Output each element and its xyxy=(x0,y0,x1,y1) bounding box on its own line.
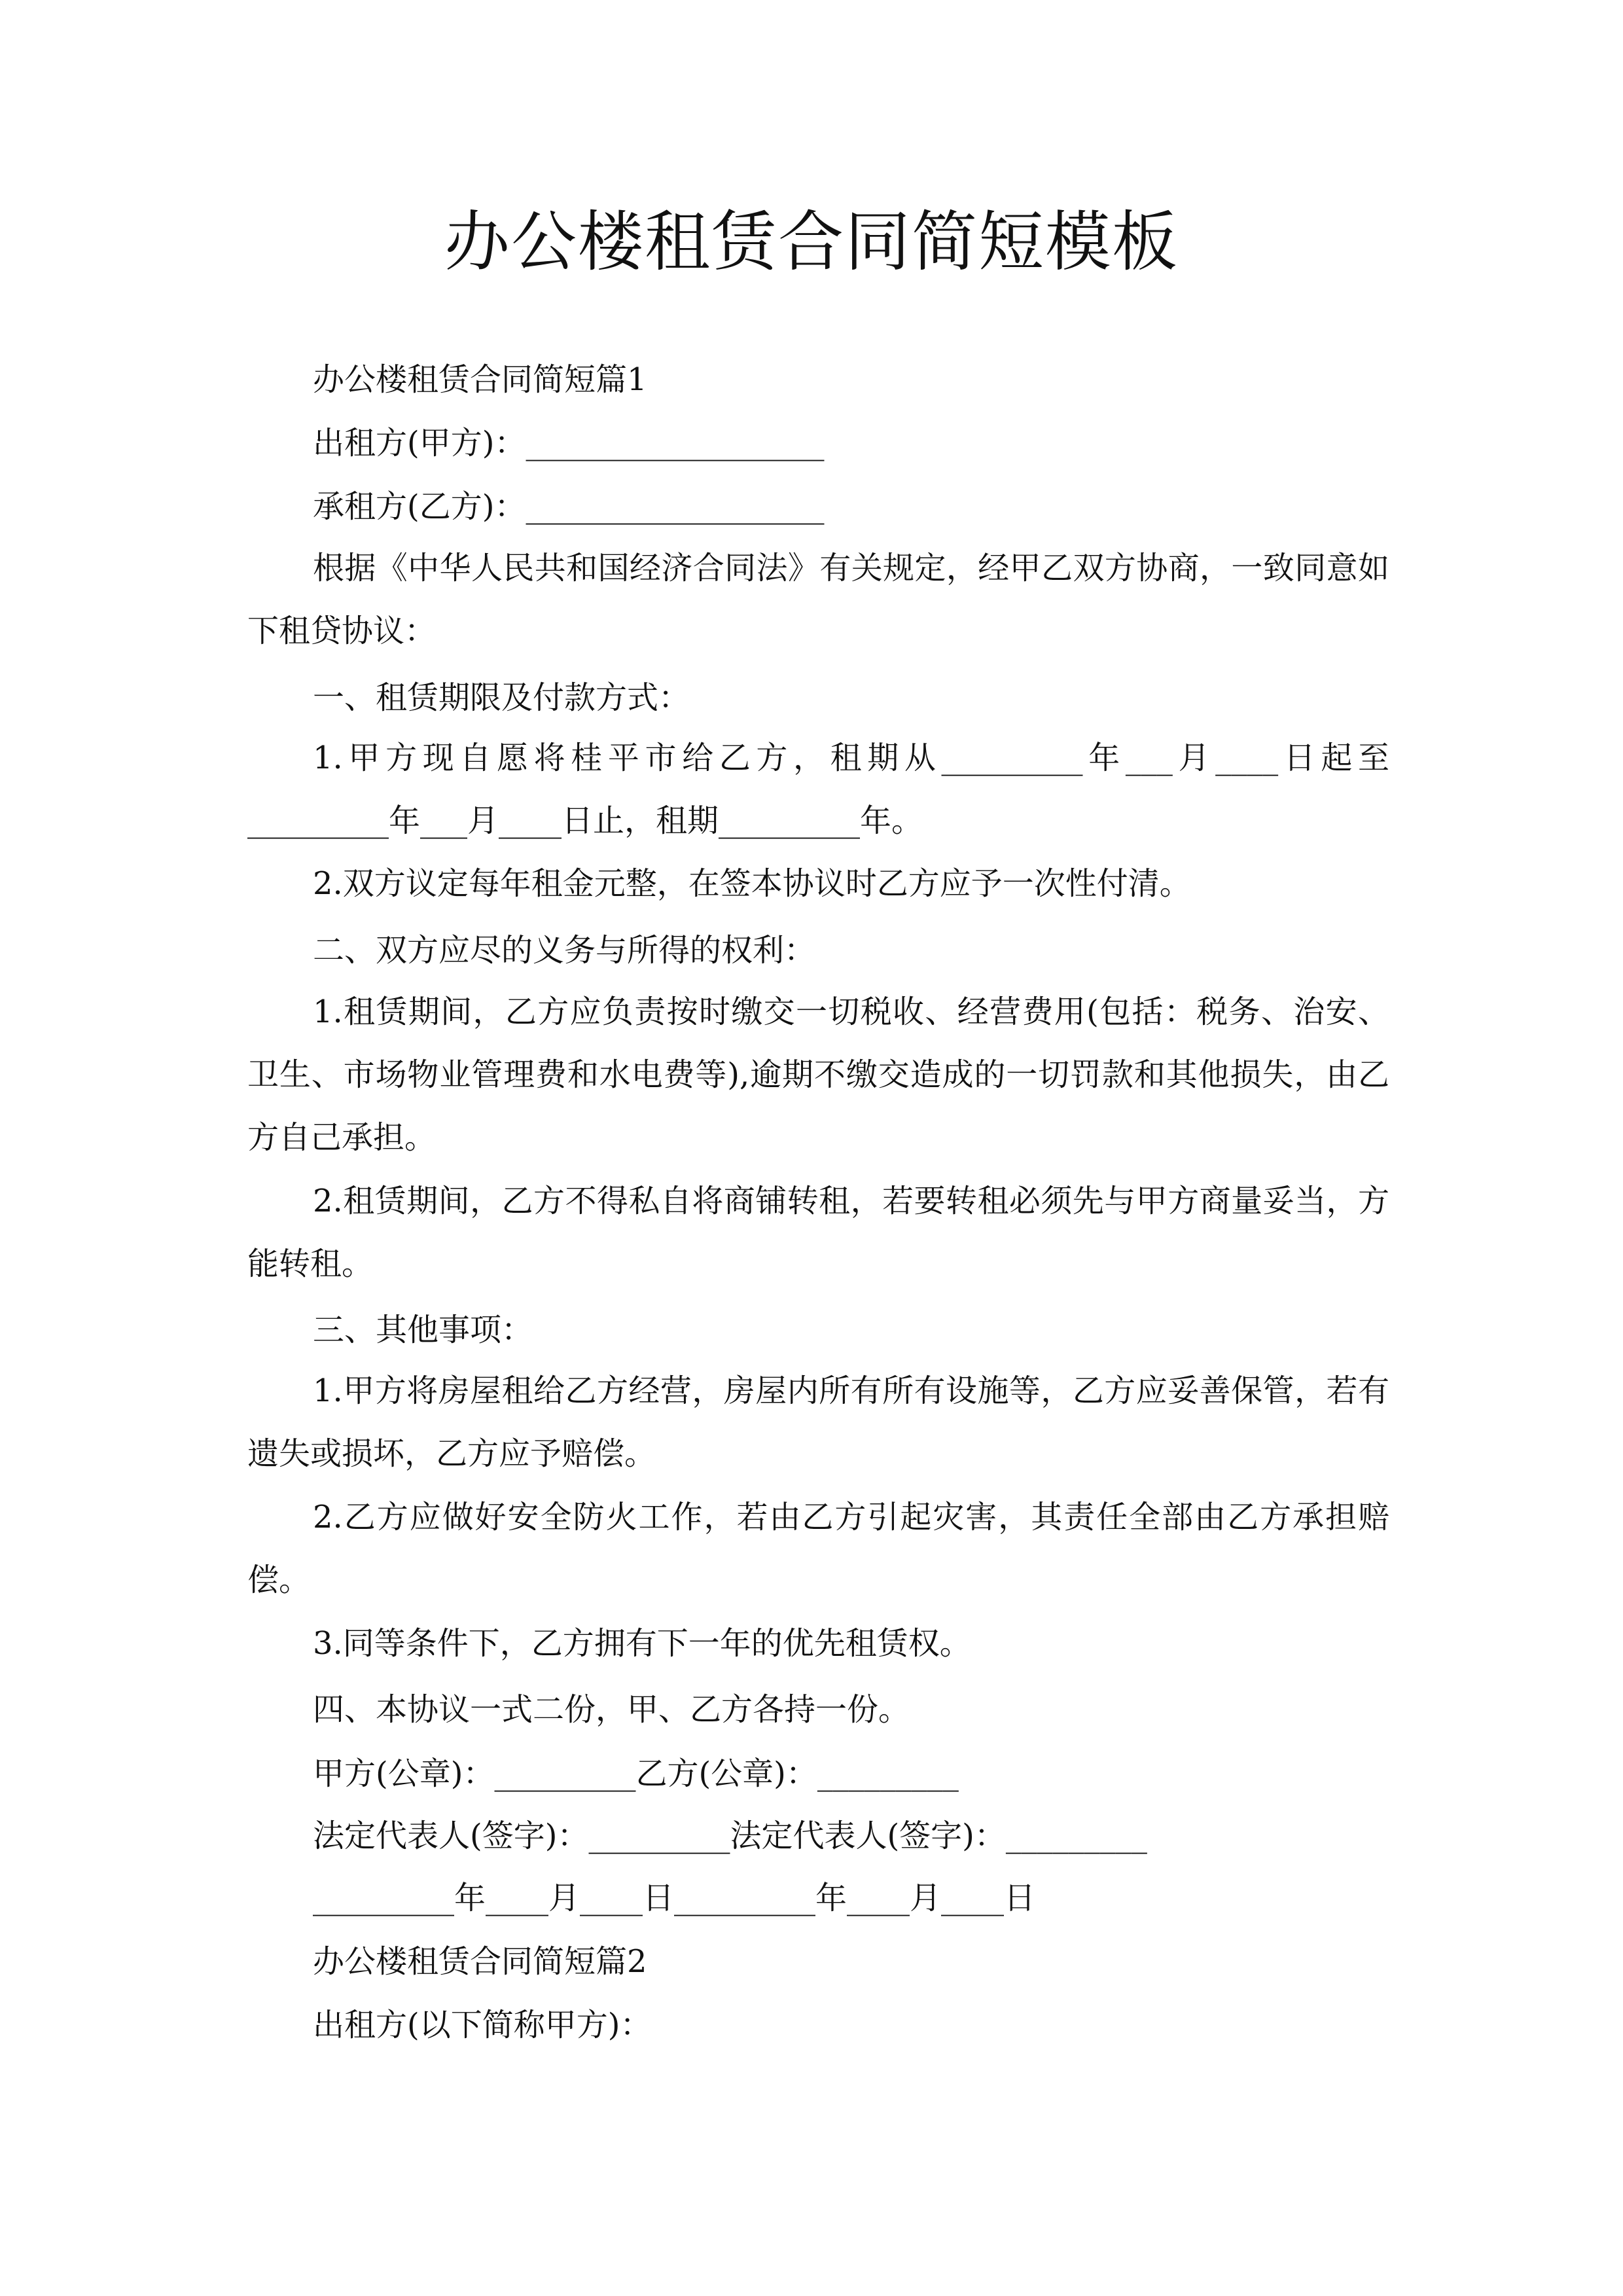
clause-heading-1: 一、租赁期限及付款方式： xyxy=(313,679,690,716)
clause-3-item-2: 2.乙方应做好安全防火工作，若由乙方引起灾害，其责任全部由乙方承担赔偿。 xyxy=(247,1499,1389,1598)
clause-3-item-1: 1.甲方将房屋租给乙方经营，房屋内所有所有设施等，乙方应妥善保管，若有遗失或损坏，乙方应予赔偿。 xyxy=(247,1372,1389,1472)
signature-line: 法定代表人(签字)：_________法定代表人(签字)：_________ xyxy=(313,1818,1147,1854)
clause-3-item-3: 3.同等条件下，乙方拥有下一年的优先租赁权。 xyxy=(313,1625,971,1662)
clause-heading-2: 二、双方应尽的义务与所得的权利： xyxy=(313,932,816,969)
section-heading-2: 办公楼租赁合同简短篇2 xyxy=(313,1943,647,1980)
clause-1-item-2: 2.双方议定每年租金元整，在签本协议时乙方应予一次性付清。 xyxy=(313,865,1191,902)
date-line: _________年____月____日_________年____月____日 xyxy=(313,1880,1036,1916)
lessor-line: 出租方(甲方)：___________________ xyxy=(313,425,825,461)
document-title: 办公楼租赁合同简短模板 xyxy=(444,204,1179,280)
clause-2-item-1: 1.租赁期间，乙方应负责按时缴交一切税收、经营费用(包括：税务、治安、卫生、市场物业管理费和水电费等),逾期不缴交造成的一切罚款和其他损失，由乙方自己承担。 xyxy=(247,994,1389,1156)
clause-1-item-1: 1.甲方现自愿将桂平市给乙方，租期从_________年___月____日起至_________年___月____日止，租期_________年。 xyxy=(247,740,1389,839)
preamble-paragraph: 根据《中华人民共和国经济合同法》有关规定，经甲乙双方协商，一致同意如下租贷协议： xyxy=(247,550,1389,649)
lessee-line: 承租方(乙方)：___________________ xyxy=(313,488,825,525)
clause-2-item-2: 2.租赁期间，乙方不得私自将商铺转租，若要转租必须先与甲方商量妥当，方能转租。 xyxy=(247,1183,1389,1282)
section-heading-1: 办公楼租赁合同简短篇1 xyxy=(313,361,647,398)
clause-heading-3: 三、其他事项： xyxy=(313,1312,533,1348)
clause-heading-4: 四、本协议一式二份，甲、乙方各持一份。 xyxy=(313,1691,910,1728)
lessor-line-2: 出租方(以下简称甲方)： xyxy=(313,2007,652,2043)
seal-line: 甲方(公章)：_________乙方(公章)：_________ xyxy=(313,1755,959,1792)
